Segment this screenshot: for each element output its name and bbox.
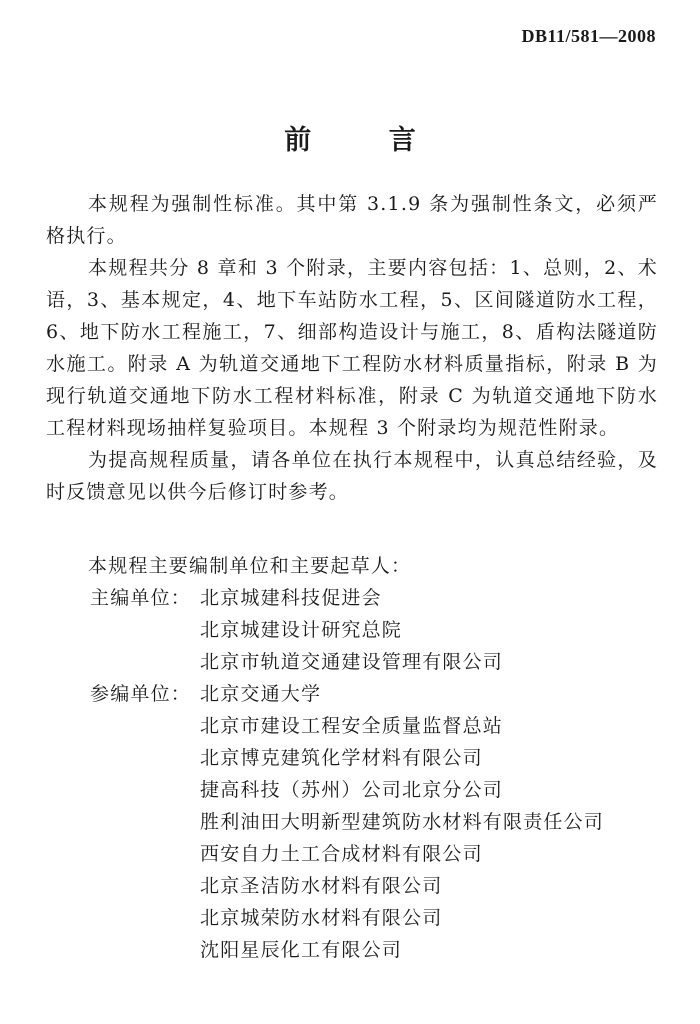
list-item: 北京圣洁防水材料有限公司 — [200, 875, 443, 897]
paragraph-contents: 本规程共分 8 章和 3 个附录，主要内容包括：1、总则，2、术语，3、基本规定，4、地下车站防水工程，5、区间隧道防水工程，6、地下防水工程施工，7、细部构造设计与施工，8、盾构法隧道防水施工。附录 A 为轨道交通地下工程防水材料质量指标，附录 B 为现行轨道交通地下防水工程材料标准，附录 C 为轨道交通地下防水工程材料现场抽样复验项目。本规程 3 个附录均为规范性附录。 — [46, 257, 658, 439]
page-title: 前 言 — [284, 125, 450, 156]
paragraph-feedback: 为提高规程质量，请各单位在执行本规程中，认真总结经验，及时反馈意见以供今后修订时参考。 — [46, 449, 658, 503]
list-item: 北京城荣防水材料有限公司 — [200, 907, 443, 929]
paragraph-mandatory: 本规程为强制性标准。其中第 3.1.9 条为强制性条文，必须严格执行。 — [46, 193, 658, 247]
list-item: 胜利油田大明新型建筑防水材料有限责任公司 — [200, 811, 605, 833]
list-item: 沈阳星辰化工有限公司 — [200, 939, 403, 961]
list-item: 北京城建科技促进会 — [200, 587, 382, 609]
participating-units-group — [46, 678, 658, 966]
chief-units-label: 主编单位： — [90, 587, 192, 609]
list-item: 捷高科技（苏州）公司北京分公司 — [200, 779, 504, 801]
list-item: 北京市轨道交通建设管理有限公司 — [200, 651, 504, 673]
units-intro: 本规程主要编制单位和主要起草人： — [88, 555, 412, 577]
preface-body — [46, 188, 658, 508]
participating-units-label: 参编单位： — [90, 683, 192, 705]
standard-code: DB11/581—2008 — [521, 26, 656, 46]
drafting-units — [46, 550, 658, 966]
list-item: 北京城建设计研究总院 — [200, 619, 403, 641]
chief-units-group — [46, 582, 658, 678]
list-item: 北京交通大学 — [200, 683, 322, 705]
list-item: 北京市建设工程安全质量监督总站 — [200, 715, 504, 737]
list-item: 西安自力土工合成材料有限公司 — [200, 843, 483, 865]
participating-units-list — [46, 678, 658, 966]
list-item: 北京博克建筑化学材料有限公司 — [200, 747, 483, 769]
